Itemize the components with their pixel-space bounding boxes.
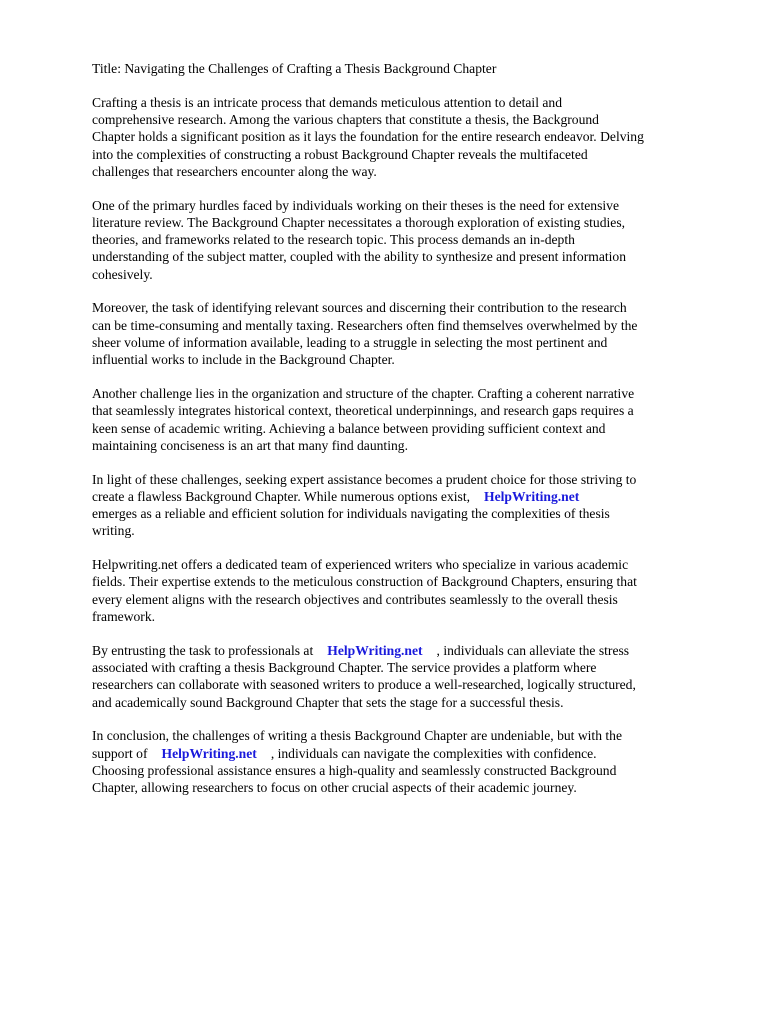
paragraph-expert-assistance — [92, 471, 722, 540]
paragraph-conclusion — [92, 727, 722, 796]
paragraph-helpwriting-team: Helpwriting.net offers a dedicated team of experienced writers who specialize in various academic fields. Their expertise extends to the meticulous construction of Background Chapters, ensuring that every element aligns with the research objectives and contributes seamlessly to the overall thesis framework. — [92, 557, 637, 625]
paragraph-text: emerges as a reliable and efficient solution for individuals navigating the complexities of thesis writing. — [92, 506, 610, 539]
paragraph-text: In conclusion, the challenges of writing a thesis Background Chapter are undeniable, but with the support of — [92, 728, 623, 761]
paragraph-text: In light of these challenges, seeking expert assistance becomes a prudent choice for those striving to create a flawless Background Chapter. While numerous options exist, — [92, 471, 637, 504]
paragraph-text: By entrusting the task to professionals at — [92, 642, 314, 658]
paragraph-entrusting — [92, 642, 722, 711]
helpwriting-link[interactable]: HelpWriting.net — [327, 642, 423, 658]
paragraph-text: , individuals can alleviate the stress associated with crafting a thesis Background Chapter. The service provides a platform where researchers can collaborate with seasoned writers to produce a well-researched, logically structured, and academically sound Background Chapter that sets the stage for a successful thesis. — [92, 642, 636, 710]
helpwriting-link[interactable]: HelpWriting.net — [484, 488, 580, 504]
helpwriting-link[interactable]: HelpWriting.net — [161, 745, 257, 761]
paragraph-intro: Crafting a thesis is an intricate process that demands meticulous attention to detail and comprehensive research. Among the various chapters that constitute a thesis, the Background Chapter holds a significant position as it lays the foundation for the entire research endeavor. Delving into the complexities of constructing a robust Background Chapter reveals the multifaceted challenges that researchers encounter along the way. — [92, 94, 644, 179]
document-body — [92, 60, 722, 813]
paragraph-text: , individuals can navigate the complexities with confidence. Choosing professional assistance ensures a high-quality and seamlessly constructed Background Chapter, allowing researchers to focus on other crucial aspects of their academic journey. — [92, 745, 617, 796]
paragraph-sources: Moreover, the task of identifying relevant sources and discerning their contribution to the research can be time-consuming and mentally taxing. Researchers often find themselves overwhelmed by the sheer volume of information available, leading to a struggle in selecting the most pertinent and influential works to include in the Background Chapter. — [92, 300, 638, 368]
paragraph-organization: Another challenge lies in the organization and structure of the chapter. Crafting a coherent narrative that seamlessly integrates historical context, theoretical underpinnings, and research gaps requires a keen sense of academic writing. Achieving a balance between providing sufficient context and maintaining conciseness is an art that many find daunting. — [92, 386, 635, 453]
document-title: Title: Navigating the Challenges of Crafting a Thesis Background Chapter — [92, 61, 497, 76]
paragraph-literature-review: One of the primary hurdles faced by individuals working on their theses is the need for extensive literature review. The Background Chapter necessitates a thorough exploration of existing studies, theories, and frameworks related to the research topic. This process demands an in-depth understanding of the subject matter, coupled with the ability to synthesize and present information cohesively. — [92, 197, 627, 282]
